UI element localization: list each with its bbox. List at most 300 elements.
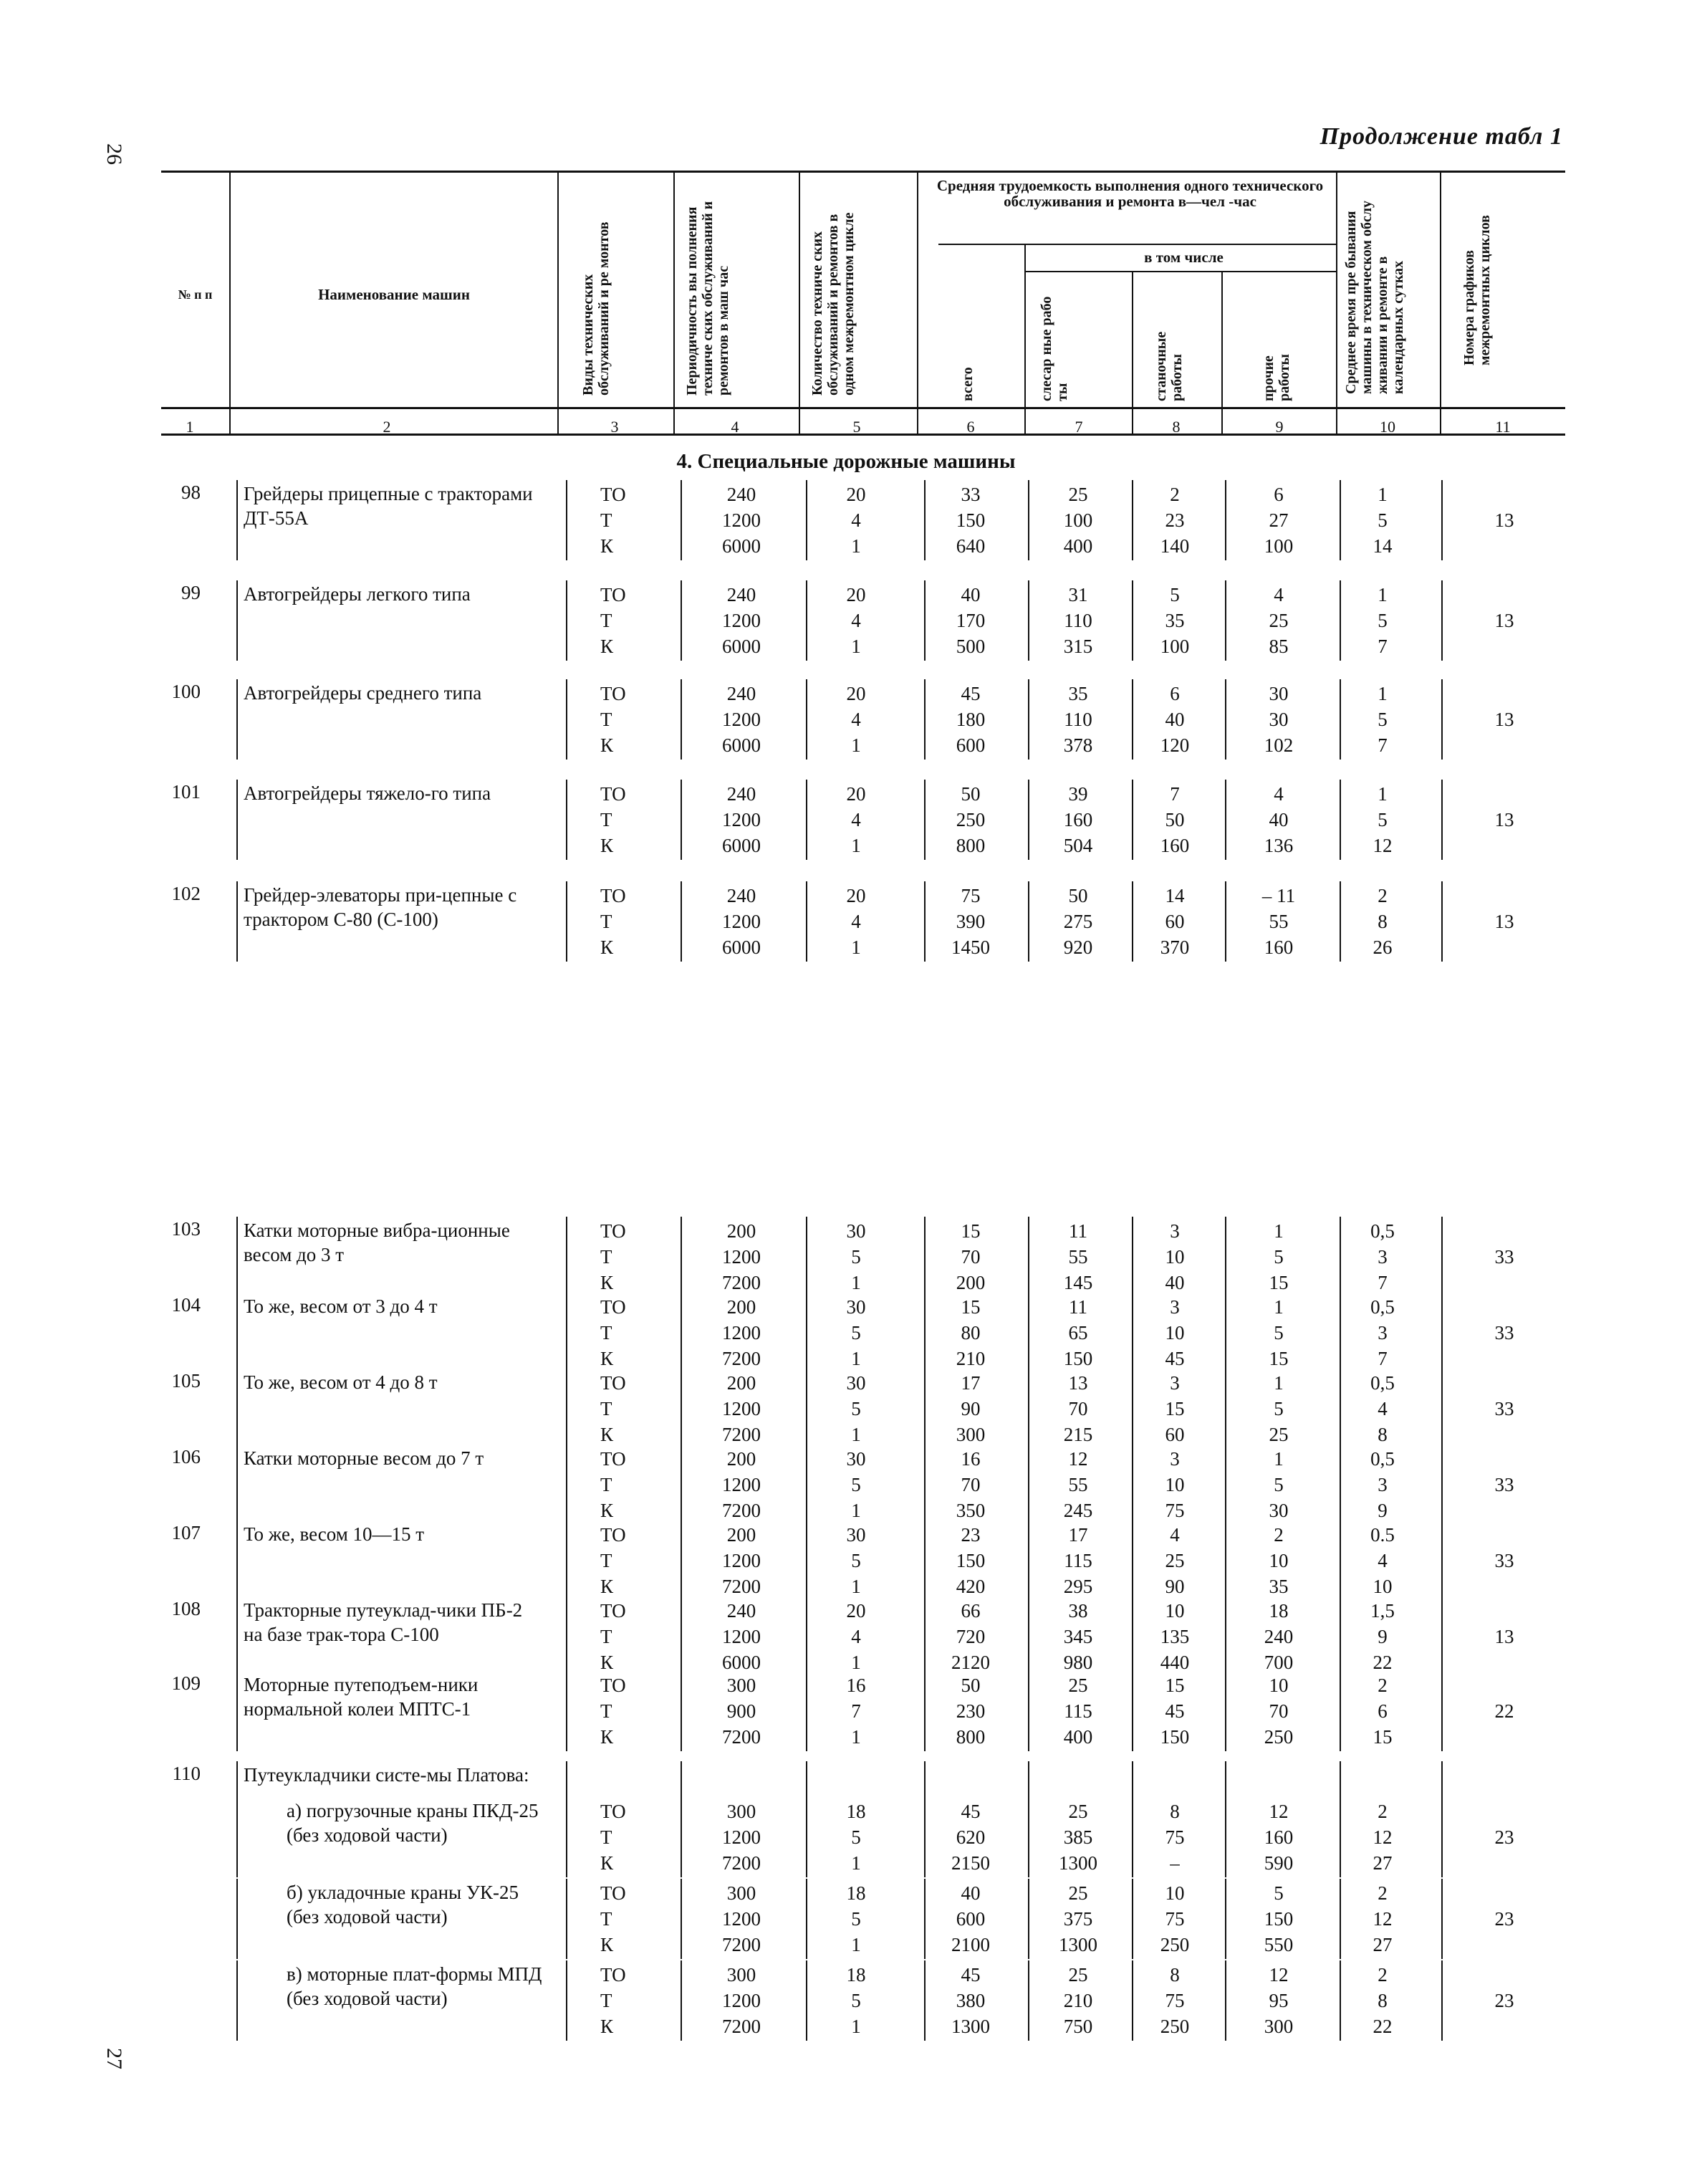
cell-fitter: 17 115 295 <box>1063 1524 1093 1597</box>
column-divider <box>1340 1797 1341 1877</box>
column-divider <box>1441 1596 1443 1677</box>
machine-name: а) погрузочные краны ПКД-25 (без ходовой части) <box>287 1800 539 1846</box>
cell-count: 20 4 1 <box>846 584 866 657</box>
cell-period: 200 1200 7200 <box>722 1524 761 1597</box>
column-divider <box>806 1520 807 1601</box>
column-number: 7 <box>1075 418 1083 436</box>
cell-other: 4 25 85 <box>1269 584 1289 657</box>
cell-kinds: ТО Т К <box>600 584 626 657</box>
cell-total: 23 150 420 <box>956 1524 986 1597</box>
column-divider <box>1225 780 1226 860</box>
column-divider <box>806 1879 807 1959</box>
column-divider <box>681 1520 682 1601</box>
cell-period: 200 1200 7200 <box>722 1296 761 1369</box>
cell-machine: 5 35 100 <box>1160 584 1190 657</box>
column-divider <box>236 1671 238 1751</box>
column-divider <box>1340 780 1341 860</box>
column-divider <box>1132 1369 1133 1449</box>
row-number: 103 <box>171 1218 201 1240</box>
continuation-label: Продолжение табл 1 <box>1320 123 1563 150</box>
cell-other: 1 5 15 <box>1269 1220 1289 1293</box>
column-divider <box>236 1369 238 1449</box>
header-divider <box>1024 244 1026 434</box>
column-divider <box>924 580 926 661</box>
column-divider <box>566 1217 567 1297</box>
row-number: 98 <box>181 482 201 503</box>
row-number: 108 <box>171 1598 201 1619</box>
column-divider <box>1028 881 1029 962</box>
cell-fitter: 39 160 504 <box>1063 783 1093 856</box>
column-divider <box>924 1596 926 1677</box>
row-number: 100 <box>171 681 201 702</box>
cell-other: 1 5 15 <box>1269 1296 1289 1369</box>
column-divider <box>1340 1879 1341 1959</box>
column-divider <box>924 1369 926 1449</box>
cell-total: 75 390 1450 <box>951 885 990 958</box>
machine-name: Автогрейдеры легкого типа <box>244 583 471 605</box>
header-subgroup: в том числе <box>1144 249 1224 266</box>
row-number: 105 <box>171 1370 201 1392</box>
cell-count: 20 4 1 <box>846 1600 866 1673</box>
cell-days: 0,5 4 8 <box>1370 1372 1395 1445</box>
column-divider <box>681 1596 682 1677</box>
cell-fitter: 31 110 315 <box>1063 584 1093 657</box>
header-col6: всего <box>960 367 976 401</box>
cell-days: 1 5 7 <box>1378 584 1388 657</box>
cell-graph: 33 <box>1494 1398 1514 1419</box>
cell-total: 33 150 640 <box>956 484 986 557</box>
cell-days: 0,5 3 7 <box>1370 1220 1395 1293</box>
column-number: 10 <box>1380 418 1395 436</box>
column-divider <box>1028 1217 1029 1297</box>
cell-total: 50 230 800 <box>956 1675 986 1748</box>
header-divider <box>557 172 559 434</box>
cell-period: 240 1200 6000 <box>722 783 761 856</box>
column-divider <box>1441 1369 1443 1449</box>
cell-days: 1 5 14 <box>1373 484 1393 557</box>
cell-kinds: ТО Т К <box>600 1220 626 1293</box>
column-divider <box>681 881 682 962</box>
cell-days: 2 12 27 <box>1373 1882 1393 1955</box>
cell-fitter: 25 375 1300 <box>1059 1882 1097 1955</box>
column-divider <box>681 580 682 661</box>
column-number: 6 <box>966 418 975 436</box>
cell-days: 2 8 22 <box>1373 1964 1393 2037</box>
header-divider <box>1221 271 1223 434</box>
cell-graph: 13 <box>1494 509 1514 531</box>
cell-graph: 13 <box>1494 911 1514 932</box>
machine-name: То же, весом 10—15 т <box>244 1523 425 1545</box>
cell-machine: 3 10 40 <box>1165 1220 1185 1293</box>
column-divider <box>1028 1445 1029 1525</box>
cell-count: 20 4 1 <box>846 783 866 856</box>
machine-name: Автогрейдеры тяжело-го типа <box>244 782 491 804</box>
header-divider <box>1336 172 1337 434</box>
column-divider <box>1132 1217 1133 1297</box>
header-divider <box>1440 172 1441 434</box>
column-divider <box>1340 480 1341 560</box>
column-divider <box>236 1596 238 1677</box>
cell-other: 2 10 35 <box>1269 1524 1289 1597</box>
cell-days: 2 6 15 <box>1373 1675 1393 1748</box>
row-number: 106 <box>171 1446 201 1467</box>
column-divider <box>806 780 807 860</box>
column-divider <box>1132 1293 1133 1373</box>
cell-graph: 33 <box>1494 1474 1514 1495</box>
cell-kinds: ТО Т К <box>600 1296 626 1369</box>
column-divider <box>1028 1596 1029 1677</box>
cell-total: 45 620 2150 <box>951 1801 990 1874</box>
cell-machine: 7 50 160 <box>1160 783 1190 856</box>
cell-period: 300 1200 7200 <box>722 1882 761 1955</box>
column-divider <box>566 1671 567 1751</box>
column-divider <box>566 679 567 760</box>
cell-fitter: 38 345 980 <box>1063 1600 1093 1673</box>
cell-graph: 23 <box>1494 1826 1514 1848</box>
column-number: 1 <box>186 418 194 436</box>
column-divider <box>1132 1671 1133 1751</box>
cell-kinds: ТО Т К <box>600 1882 626 1955</box>
cell-period: 240 1200 6000 <box>722 484 761 557</box>
cell-graph: 13 <box>1494 809 1514 830</box>
cell-count: 30 5 1 <box>846 1372 866 1445</box>
header-col5: Количество техниче ских обслуживаний и ремонтов в одном межремонтном цикле <box>809 212 857 396</box>
column-divider <box>1225 1217 1226 1297</box>
cell-kinds: ТО Т К <box>600 1600 626 1673</box>
column-divider <box>1441 1879 1443 1959</box>
cell-period: 300 1200 7200 <box>722 1801 761 1874</box>
cell-machine: 6 40 120 <box>1160 683 1190 756</box>
cell-days: 0.5 4 10 <box>1370 1524 1395 1597</box>
cell-fitter: 25 385 1300 <box>1059 1801 1097 1874</box>
cell-other: 6 27 100 <box>1264 484 1294 557</box>
column-divider <box>924 480 926 560</box>
header-col7: слесар ные рабо ты <box>1039 296 1070 401</box>
header-divider <box>799 172 800 434</box>
column-divider <box>681 480 682 560</box>
column-divider <box>1225 1671 1226 1751</box>
column-divider <box>806 1217 807 1297</box>
column-divider <box>1225 1879 1226 1959</box>
header-col4: Периодичность вы полнения техниче ских обслуживаний и ремонтов в маш час <box>684 201 731 396</box>
column-divider <box>236 1217 238 1297</box>
cell-days: 1 5 12 <box>1373 783 1393 856</box>
machine-name: То же, весом от 3 до 4 т <box>244 1295 438 1317</box>
cell-graph: 23 <box>1494 1908 1514 1930</box>
cell-days: 1,5 9 22 <box>1370 1600 1395 1673</box>
column-divider <box>1441 1520 1443 1601</box>
cell-graph: 33 <box>1494 1322 1514 1344</box>
cell-period: 200 1200 7200 <box>722 1448 761 1521</box>
row-number: 107 <box>171 1522 201 1543</box>
cell-machine: 10 135 440 <box>1160 1600 1190 1673</box>
column-divider <box>1132 1879 1133 1959</box>
column-divider <box>681 1671 682 1751</box>
cell-graph: 23 <box>1494 1990 1514 2011</box>
column-divider <box>924 1797 926 1877</box>
cell-machine: 14 60 370 <box>1160 885 1190 958</box>
column-divider <box>806 1369 807 1449</box>
column-divider <box>681 1445 682 1525</box>
header-col1: № п п <box>178 287 213 302</box>
column-divider <box>1441 881 1443 962</box>
cell-period: 200 1200 7200 <box>722 1372 761 1445</box>
cell-kinds: ТО Т К <box>600 885 626 958</box>
header-divider <box>1132 271 1133 434</box>
column-number: 3 <box>610 418 619 436</box>
column-divider <box>236 1293 238 1373</box>
column-divider <box>236 1960 238 2041</box>
row-number: 102 <box>171 883 201 904</box>
column-divider <box>1225 1293 1226 1373</box>
cell-graph: 33 <box>1494 1246 1514 1268</box>
cell-count: 20 4 1 <box>846 885 866 958</box>
column-divider <box>806 1960 807 2041</box>
cell-total: 66 720 2120 <box>951 1600 990 1673</box>
column-divider <box>236 580 238 661</box>
column-divider <box>1028 1520 1029 1601</box>
cell-total: 17 90 300 <box>956 1372 986 1445</box>
column-divider <box>681 1369 682 1449</box>
column-divider <box>1132 881 1133 962</box>
header-col3: Виды технических обслуживаний и ре монтов <box>580 221 612 396</box>
column-divider <box>566 580 567 661</box>
column-divider <box>1340 1596 1341 1677</box>
column-divider <box>1441 1293 1443 1373</box>
column-divider <box>566 1520 567 1601</box>
cell-days: 0,5 3 9 <box>1370 1448 1395 1521</box>
column-divider <box>681 1879 682 1959</box>
cell-machine: 3 10 45 <box>1165 1296 1185 1369</box>
column-divider <box>806 1671 807 1751</box>
column-divider <box>1441 679 1443 760</box>
cell-period: 300 1200 7200 <box>722 1964 761 2037</box>
column-number: 11 <box>1495 418 1511 436</box>
cell-count: 20 4 1 <box>846 484 866 557</box>
column-divider <box>1441 1797 1443 1877</box>
column-divider <box>1225 1797 1226 1877</box>
cell-fitter: 25 210 750 <box>1063 1964 1093 2037</box>
column-divider <box>806 1596 807 1677</box>
cell-other: 12 95 300 <box>1264 1964 1294 2037</box>
column-divider <box>1028 1671 1029 1751</box>
column-divider <box>1225 1960 1226 2041</box>
column-divider <box>236 1797 238 1877</box>
cell-count: 16 7 1 <box>846 1675 866 1748</box>
column-divider <box>681 780 682 860</box>
cell-count: 30 5 1 <box>846 1220 866 1293</box>
header-bottom-rule <box>161 407 1565 409</box>
machine-name: Тракторные путеуклад-чики ПБ-2 на базе трак-тора С-100 <box>244 1599 523 1645</box>
column-divider <box>566 1596 567 1677</box>
machine-name: Катки моторные вибра-ционные весом до 3 т <box>244 1220 510 1265</box>
column-divider <box>806 1445 807 1525</box>
column-divider <box>1340 679 1341 760</box>
column-divider <box>1028 1293 1029 1373</box>
column-divider <box>1225 679 1226 760</box>
column-divider <box>806 679 807 760</box>
column-divider <box>1132 1797 1133 1877</box>
cell-count: 20 4 1 <box>846 683 866 756</box>
column-divider <box>1340 1369 1341 1449</box>
column-divider <box>1225 881 1226 962</box>
cell-kinds: ТО Т К <box>600 683 626 756</box>
cell-graph: 22 <box>1494 1700 1514 1722</box>
cell-period: 240 1200 6000 <box>722 683 761 756</box>
cell-days: 2 8 26 <box>1373 885 1393 958</box>
cell-total: 15 80 210 <box>956 1296 986 1369</box>
header-col2: Наименование машин <box>318 286 470 303</box>
header-col9: прочие работы <box>1261 353 1292 401</box>
header-group-labor: Средняя трудоемкость выполнения одного технического обслуживания и ремонта в—чел -час <box>936 177 1324 210</box>
header-top-rule <box>161 171 1565 173</box>
machine-name: Путеукладчики систе-мы Платова: <box>244 1764 529 1786</box>
column-divider <box>681 1797 682 1877</box>
cell-fitter: 12 55 245 <box>1063 1448 1093 1521</box>
cell-fitter: 25 100 400 <box>1063 484 1093 557</box>
column-divider <box>236 1879 238 1959</box>
column-divider <box>1028 1369 1029 1449</box>
column-divider <box>566 780 567 860</box>
cell-total: 15 70 200 <box>956 1220 986 1293</box>
column-divider <box>1340 1293 1341 1373</box>
column-divider <box>1132 580 1133 661</box>
column-divider <box>1132 1520 1133 1601</box>
column-divider <box>1028 480 1029 560</box>
cell-fitter: 11 55 145 <box>1063 1220 1093 1293</box>
column-divider <box>1132 1596 1133 1677</box>
column-divider <box>924 881 926 962</box>
column-divider <box>566 1445 567 1525</box>
column-divider <box>1132 1960 1133 2041</box>
machine-name: Катки моторные весом до 7 т <box>244 1447 484 1469</box>
row-number: 101 <box>171 781 201 803</box>
column-divider <box>924 1217 926 1297</box>
machine-name: б) укладочные краны УК-25 (без ходовой части) <box>287 1882 519 1927</box>
column-divider <box>236 679 238 760</box>
cell-period: 200 1200 7200 <box>722 1220 761 1293</box>
column-divider <box>1225 1445 1226 1525</box>
column-divider <box>1132 1445 1133 1525</box>
column-divider <box>1340 580 1341 661</box>
cell-machine: 8 75 250 <box>1160 1964 1190 2037</box>
cell-days: 1 5 7 <box>1378 683 1388 756</box>
column-divider <box>924 780 926 860</box>
cell-fitter: 25 115 400 <box>1063 1675 1093 1748</box>
column-divider <box>236 881 238 962</box>
cell-total: 40 170 500 <box>956 584 986 657</box>
column-number: 8 <box>1172 418 1181 436</box>
cell-count: 18 5 1 <box>846 1801 866 1874</box>
header-col8: станочные работы <box>1153 331 1185 401</box>
column-divider <box>1340 1217 1341 1297</box>
column-divider <box>806 1797 807 1877</box>
column-divider <box>566 480 567 560</box>
cell-other: – 11 55 160 <box>1261 885 1296 958</box>
column-divider <box>1225 1369 1226 1449</box>
cell-machine: 10 75 250 <box>1160 1882 1190 1955</box>
machine-name: Автогрейдеры среднего типа <box>244 682 482 704</box>
cell-graph: 13 <box>1494 1626 1514 1647</box>
cell-total: 45 380 1300 <box>951 1964 990 2037</box>
cell-days: 2 12 27 <box>1373 1801 1393 1874</box>
cell-total: 50 250 800 <box>956 783 986 856</box>
column-divider <box>566 1797 567 1877</box>
column-divider <box>566 1293 567 1373</box>
page-number-top: 26 <box>102 143 126 165</box>
cell-fitter: 35 110 378 <box>1063 683 1093 756</box>
column-divider <box>1132 480 1133 560</box>
column-divider <box>1441 780 1443 860</box>
cell-machine: 15 45 150 <box>1160 1675 1190 1748</box>
cell-other: 1 5 30 <box>1269 1448 1289 1521</box>
cell-other: 4 40 136 <box>1264 783 1294 856</box>
cell-kinds: ТО Т К <box>600 1964 626 2037</box>
machine-name: Моторные путеподъем-ники нормальной колеи МПТС-1 <box>244 1674 479 1720</box>
column-divider <box>1225 580 1226 661</box>
column-divider <box>1132 780 1133 860</box>
cell-machine: 4 25 90 <box>1165 1524 1185 1597</box>
cell-machine: 2 23 140 <box>1160 484 1190 557</box>
page-number-bottom: 27 <box>102 2048 126 2069</box>
column-divider <box>1340 881 1341 962</box>
column-divider <box>1340 1445 1341 1525</box>
column-divider <box>1028 580 1029 661</box>
column-divider <box>1441 580 1443 661</box>
header-divider <box>673 172 675 434</box>
cell-graph: 33 <box>1494 1550 1514 1571</box>
machine-name: Грейдер-элеваторы при-цепные с трактором С-80 (С-100) <box>244 884 517 930</box>
column-divider <box>1441 1217 1443 1297</box>
section-title: 4. Специальные дорожные машины <box>676 450 1016 473</box>
column-divider <box>806 580 807 661</box>
cell-fitter: 50 275 920 <box>1063 885 1093 958</box>
column-divider <box>1441 480 1443 560</box>
column-divider <box>566 1369 567 1449</box>
cell-days: 0,5 3 7 <box>1370 1296 1395 1369</box>
column-divider <box>924 1520 926 1601</box>
cell-machine: 8 75 – <box>1165 1801 1185 1874</box>
cell-count: 30 5 1 <box>846 1296 866 1369</box>
cell-kinds: ТО Т К <box>600 783 626 856</box>
column-divider <box>566 1960 567 2041</box>
cell-fitter: 13 70 215 <box>1063 1372 1093 1445</box>
row-number: 104 <box>171 1294 201 1316</box>
column-divider <box>1340 1960 1341 2041</box>
column-divider <box>1028 679 1029 760</box>
column-divider <box>236 780 238 860</box>
column-divider <box>924 1960 926 2041</box>
column-divider <box>1340 1671 1341 1751</box>
cell-machine: 3 10 75 <box>1165 1448 1185 1521</box>
cell-kinds: ТО Т К <box>600 1448 626 1521</box>
column-divider <box>681 679 682 760</box>
column-divider <box>1441 1960 1443 2041</box>
column-divider <box>236 1520 238 1601</box>
row-number: 110 <box>172 1763 201 1784</box>
cell-kinds: ТО Т К <box>600 1524 626 1597</box>
column-divider <box>1132 679 1133 760</box>
column-divider <box>681 1217 682 1297</box>
column-divider <box>1340 1520 1341 1601</box>
cell-graph: 13 <box>1494 709 1514 730</box>
column-divider <box>1225 1596 1226 1677</box>
column-divider <box>924 1293 926 1373</box>
cell-other: 18 240 700 <box>1264 1600 1294 1673</box>
column-divider <box>806 881 807 962</box>
column-divider <box>924 1671 926 1751</box>
column-divider <box>1441 1671 1443 1751</box>
